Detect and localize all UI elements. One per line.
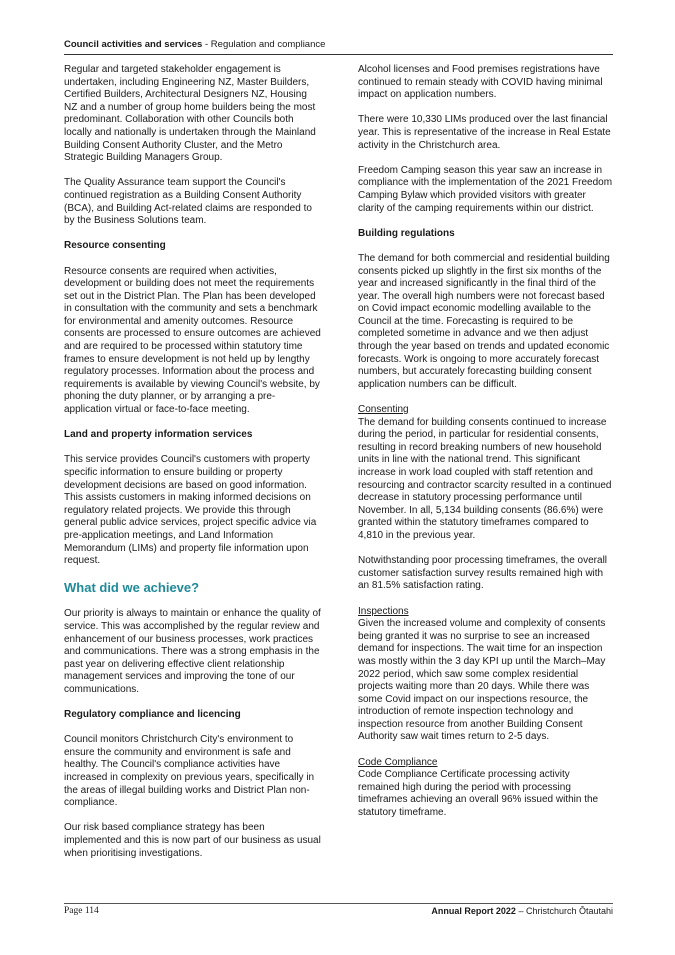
- heading-code-compliance: Code Compliance: [358, 756, 438, 768]
- heading-consenting: Consenting: [358, 404, 409, 416]
- heading-land-property: Land and property information services: [64, 429, 253, 441]
- running-header: [64, 39, 613, 55]
- heading-what-did-we-achieve: What did we achieve?: [64, 580, 200, 596]
- paragraph: This service provides Council's customers with property specific information to ensure building or property development decisions are based on good information. This assists customers in making informed decisions on regulatory related projects. We provide this through general public advice services, project specific advice via pre-application meetings, and Land Information Memorandum (LIMs) and property file information upon request.: [64, 454, 317, 567]
- paragraph: Notwithstanding poor processing timeframes, the overall customer satisfaction survey results remained high with an 81.5% satisfaction rating.: [358, 555, 608, 592]
- paragraph: Regular and targeted stakeholder engagement is undertaken, including Engineering NZ, Master Builders, Certified Builders, Architectural Designers NZ, Housing NZ and a number of group home builders being the most predominant. Collaboration with other Councils both locally and nationally is undertaken through the Mainland Building Consent Authority Cluster, and the Metro Strategic Building Managers Group.: [64, 64, 316, 164]
- header-subsection: Regulation and compliance: [210, 39, 326, 50]
- paragraph: Alcohol licenses and Food premises registrations have continued to remain steady with COVID having minimal impact on application numbers.: [358, 64, 603, 101]
- footer-city: Christchurch Ōtautahi: [525, 906, 613, 916]
- paragraph: Resource consents are required when activities, development or building does not meet the requirements set out in the District Plan. The Plan has been developed in consultation with the community and sets a benchmark for environmental and amenity outcomes. Resource consents are processed to ensure outcomes are achieved and are required to be processed within statutory time frames to ensure development is not held up by lengthy regulatory processes. Information about the process and requirements is available by viewing Council's website, by phoning the duty planner, or by arranging a pre-application virtual or face-to-face meeting.: [64, 265, 321, 416]
- paragraph: The Quality Assurance team support the Council's continued registration as a Building Consent Authority (BCA), and Building Act-related claims are responded to by the Business Solutions team.: [64, 177, 312, 227]
- footer-divider: [64, 903, 613, 904]
- paragraph: The demand for building consents continued to increase during the period, in particular for residential consents, resulting in record breaking numbers of new household units in line with the national trend. This significant increase in work load coupled with staff retention and resourcing and contractor scarcity resulted in a continued decrease in statutory processing performance until November. In all, 5,134 building consents (86.6%) were granted within the statutory timeframes compared to 4,810 in the previous year.: [358, 416, 612, 541]
- paragraph: Council monitors Christchurch City's environment to ensure the community and environment is safe and healthy. The Council's compliance activities have increased in complexity on previous years, specifically in the areas of illegal building works and District Plan non-compliance.: [64, 734, 315, 809]
- heading-regulatory-compliance: Regulatory compliance and licencing: [64, 709, 241, 721]
- page-number: Page 114: [64, 906, 99, 916]
- header-section: Council activities and services: [64, 39, 203, 50]
- header-separator: -: [202, 39, 211, 50]
- footer-separator: –: [515, 906, 526, 916]
- paragraph: Our risk based compliance strategy has been implemented and this is now part of our business as usual when prioritising investigations.: [64, 822, 321, 859]
- footer-report-title: [431, 906, 613, 916]
- paragraph: There were 10,330 LIMs produced over the last financial year. This is representative of the increase in Real Estate activity in the Christchurch area.: [358, 114, 611, 151]
- paragraph: Code Compliance Certificate processing activity remained high during the period with processing timeframes achieving an overall 96% issued within the statutory timeframe.: [358, 769, 599, 819]
- paragraph: Our priority is always to maintain or enhance the quality of service. This was accomplished by the regular review and enhancement of our business processes, work practices and communications. There was a strong emphasis in the past year on delivering effective client relationship management services and improving the tone of our communications.: [64, 608, 321, 695]
- heading-inspections: Inspections: [358, 605, 409, 617]
- footer-report: Annual Report 2022: [431, 906, 516, 916]
- right-column: [358, 64, 614, 832]
- left-column: [64, 64, 322, 873]
- paragraph: The demand for both commercial and residential building consents picked up slightly in the first six months of the year and increased significantly in the final third of the year. The overall high numbers were not forecast based on Covid impact economic modelling available to the Council at the time. Forecasting is required to be completed sometime in advance and we then adjust through the year based on trends and updated economic forecasts. Work is ongoing to more accurately forecast numbers, but accurately forecasting building consent application numbers can be difficult.: [358, 252, 610, 390]
- heading-resource-consenting: Resource consenting: [64, 240, 166, 252]
- heading-building-regulations: Building regulations: [358, 227, 455, 239]
- paragraph: Freedom Camping season this year saw an increase in compliance with the implementation of the 2021 Freedom Camping Bylaw which provided visitors with greater clarity of the camping requirements within our district.: [358, 164, 613, 214]
- paragraph: Given the increased volume and complexity of consents being granted it was no surprise to see an increased demand for inspections. The wait time for an inspection was mostly within the 3 day KPI up until the March–May 2022 period, which saw some complex residential projects waiting more than 20 days. While there was some Covid impact on our inspections resource, the introduction of remote inspection technology and inspection resource from another Building Consent Authority saw wait times return to 2-5 days.: [358, 618, 606, 743]
